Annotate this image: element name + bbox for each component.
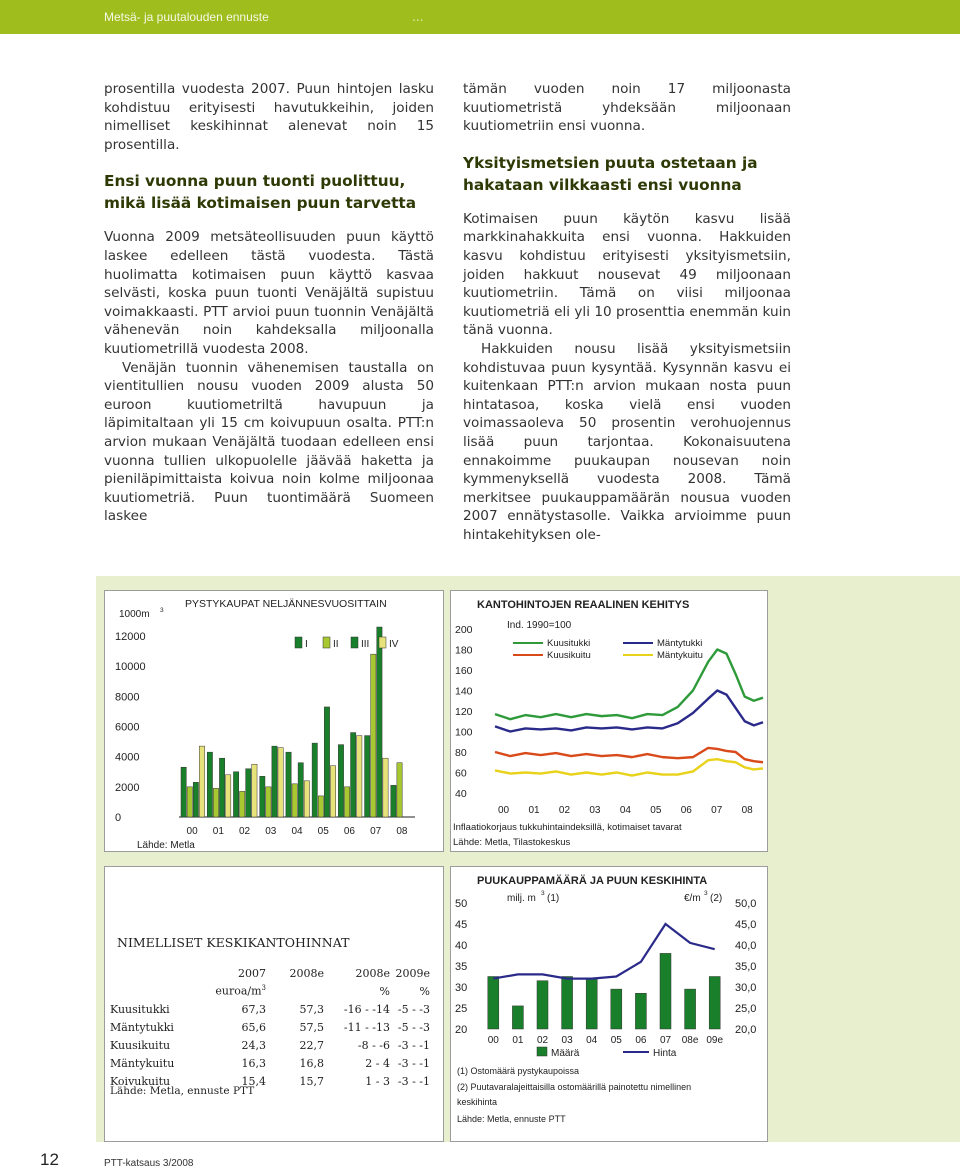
- y-tick-label: 80: [455, 747, 467, 759]
- x-tick-label: 07: [370, 826, 382, 837]
- table-cell: %: [379, 984, 390, 998]
- bar-maara-08e: [685, 989, 696, 1029]
- table-panel-keskikantohinnat: [104, 866, 444, 1142]
- legend-label: Kuusitukki: [547, 638, 591, 649]
- left-unit-sup: 3: [541, 890, 545, 897]
- table-header-row: [110, 982, 430, 1000]
- table-cell: 16,8: [299, 1056, 324, 1070]
- x-tick-label: 05: [610, 1035, 622, 1046]
- bar-maara-02: [537, 981, 548, 1029]
- right-unit-label: €/m: [684, 893, 701, 904]
- x-tick-label: 07: [659, 1035, 672, 1046]
- bar-iv-07: [383, 758, 388, 817]
- y-tick-label-left: 30: [455, 982, 468, 994]
- table-cell: %: [419, 984, 430, 998]
- bar-iv-04: [304, 781, 309, 817]
- x-tick-label: 03: [265, 826, 277, 837]
- right-unit-sup: 3: [704, 890, 708, 897]
- chart-title: PYSTYKAUPAT NELJÄNNESVUOSITTAIN: [185, 598, 387, 610]
- x-tick-label: 00: [487, 1035, 499, 1046]
- index-note: Ind. 1990=100: [507, 620, 572, 631]
- left-column: [104, 80, 434, 526]
- line-kuusitukki: [495, 650, 763, 720]
- chart-note-line: (2) Puutavaralajeittaisilla ostomäärillä painotettu nimellinen: [457, 1082, 692, 1092]
- bar-ii-02: [240, 791, 245, 817]
- x-tick-label: 04: [586, 1035, 598, 1046]
- table-cell: -5 - -3: [397, 1020, 430, 1034]
- legend-label: Kuusikuitu: [547, 650, 591, 661]
- bar-maara-09e: [709, 977, 720, 1030]
- paragraph: Kotimaisen puun käytön kasvu lisää markkinahakkuita ensi vuonna. Hakkuiden kasvu kohdistuu erityisesti yksityismetsiin, joiden hakkuut nousevat 49 miljoonaan kuutiometriin. Tämä on viisi miljoonaa kuutiometriä eli yli 10 prosenttia enemmän kuin tänä vuonna.: [463, 210, 791, 339]
- chart-note-line: keskihinta: [457, 1097, 498, 1107]
- bar-ii-04: [292, 784, 297, 817]
- chart-title: PUUKAUPPAMÄÄRÄ JA PUUN KESKIHINTA: [477, 875, 708, 887]
- y-tick-label: 120: [455, 706, 473, 718]
- legend-swatch: [323, 637, 330, 648]
- y-tick-label: 8000: [115, 691, 140, 704]
- legend-label: I: [305, 639, 308, 650]
- table-row: [110, 1018, 430, 1036]
- x-tick-label: 02: [558, 805, 571, 816]
- table-cell: -3 - -1: [397, 1074, 430, 1088]
- table-cell: 22,7: [299, 1038, 324, 1052]
- line-hinta: [493, 924, 714, 979]
- table-cell: 57,5: [299, 1020, 324, 1034]
- bar-ii-01: [213, 788, 218, 817]
- legend-label: Hinta: [653, 1048, 677, 1059]
- puukauppa-chart: [451, 867, 769, 1143]
- chart-title: KANTOHINTOJEN REAALINEN KEHITYS: [477, 599, 690, 611]
- y-tick-label: 10000: [115, 661, 146, 674]
- table-cell: [110, 982, 208, 1000]
- prices-table: [110, 964, 430, 1090]
- line-mäntykuitu: [495, 759, 763, 775]
- bar-iii-02: [246, 769, 251, 817]
- x-tick-label: 05: [650, 805, 662, 816]
- table-cell: 65,6: [241, 1020, 266, 1034]
- y-tick-label-left: 45: [455, 919, 468, 931]
- bar-iv-02: [252, 764, 257, 817]
- legend-label: III: [361, 639, 370, 650]
- y-tick-label: 6000: [115, 721, 140, 734]
- chart-note: (1) Ostomäärä pystykaupoissa: [457, 1066, 580, 1076]
- table-cell: -3 - -1: [397, 1056, 430, 1070]
- chart-note: [457, 1082, 691, 1107]
- paragraph: Vuonna 2009 metsäteollisuuden puun käyttö laskee edelleen tästä vuodesta. Tästä huolimatta kotimaisen puun käyttö kasvaa selvästi, koska puun tuonti Venäjältä supistuu voimakkaasti. PTT arvioi puun tuonnin Venäjältä vähenevän noin kahdeksalla miljoonalla kuutiometrillä vuodesta 2008.: [104, 229, 434, 357]
- x-tick-label: 02: [238, 826, 251, 837]
- y-axis-label-sup: 3: [160, 607, 164, 614]
- x-tick-label: 00: [498, 805, 510, 816]
- legend-swatch: [351, 637, 358, 648]
- legend-swatch: [537, 1047, 547, 1056]
- bar-i-07: [365, 736, 370, 817]
- publication-name: PTT-katsaus 3/2008: [104, 1158, 194, 1169]
- bar-maara-01: [512, 1006, 523, 1029]
- bar-iv-01: [226, 775, 231, 817]
- table-cell: -5 - -3: [397, 1002, 430, 1016]
- y-tick-label: 40: [455, 788, 467, 800]
- chart-note: Lähde: Metla, Tilastokeskus: [453, 837, 571, 848]
- bar-maara-05: [611, 989, 622, 1029]
- paragraph: Venäjän tuonnin vähenemisen taustalla on vientitullien nousu vuoden 2009 alusta 50 euroon kuutiometriltä havupuun ja läpimitaltaan yli 15 cm koivupuun osalta. PTT:n arvion mukaan Venäjältä tuodaan edelleen ensi vuonna tullien ulkopuolelle jäävää haketta ja pieniläpimittaista koivua noin kolme miljoonaa kuutiometriä. Puun tuontimäärä Suomeen laskee: [104, 359, 434, 525]
- bar-iii-01: [219, 758, 224, 817]
- x-tick-label: 08: [741, 805, 753, 816]
- chart-note: Inflaatiokorjaus tukkuhintaindeksillä, kotimaiset tavarat: [453, 822, 682, 833]
- table-cell: 15,4: [241, 1074, 266, 1088]
- y-tick-label: 2000: [115, 781, 140, 794]
- paragraph: tämän vuoden noin 17 miljoonasta kuutiometristä yhdeksään miljoonaan kuutiometriin ensi vuonna.: [463, 81, 791, 135]
- bar-i-05: [312, 743, 317, 817]
- y-tick-label: 180: [455, 644, 473, 657]
- section-title: Metsä- ja puutalouden ennuste: [104, 10, 269, 24]
- x-tick-label: 01: [528, 805, 540, 816]
- chart-source: Lähde: Metla, ennuste PTT: [457, 1114, 566, 1124]
- right-column: [463, 80, 791, 544]
- y-tick-label-right: 50,0: [735, 898, 757, 910]
- table-row: [110, 1036, 430, 1054]
- x-tick-label: 02: [536, 1035, 549, 1046]
- bar-i-00: [181, 767, 186, 817]
- table-row: [110, 1054, 430, 1072]
- y-tick-label-right: 30,0: [735, 982, 757, 994]
- table-cell: -8 - -6: [357, 1038, 390, 1052]
- chart-panel-puukauppa: [450, 866, 768, 1142]
- paragraph: prosentilla vuodesta 2007. Puun hintojen lasku kohdistuu erityisesti havutukkeihin, joiden nimelliset keskihinnat alenevat noin 15 prosentilla.: [104, 81, 434, 153]
- y-tick-label: 140: [455, 685, 473, 698]
- bar-iv-05: [330, 766, 335, 817]
- y-tick-label-left: 50: [455, 898, 468, 910]
- legend-swatch: [379, 637, 386, 648]
- table-cell: Koivukuitu: [110, 1074, 171, 1088]
- unit-superscript: 3: [261, 984, 266, 993]
- y-tick-label: 12000: [115, 631, 146, 644]
- y-tick-label: 0: [115, 812, 122, 824]
- bar-iv-06: [357, 736, 362, 817]
- table-cell: Kuusikuitu: [110, 1038, 171, 1052]
- legend-label: Mäntytukki: [657, 638, 703, 649]
- x-tick-label: 01: [212, 826, 224, 837]
- x-tick-label: 06: [343, 826, 356, 837]
- header-band: [0, 0, 960, 34]
- table-cell: 1 - 3: [365, 1074, 390, 1088]
- table-cell: 2008e: [355, 966, 390, 980]
- bar-maara-03: [562, 977, 573, 1030]
- table-row: [110, 1000, 430, 1018]
- bar-i-01: [207, 752, 212, 817]
- left-unit-note: (1): [547, 893, 560, 904]
- bar-i-08: [391, 785, 396, 817]
- y-tick-label: 100: [455, 726, 473, 739]
- table-cell: -16 - -14: [343, 1002, 390, 1016]
- table-cell: [266, 982, 324, 1000]
- section-heading: Yksityismetsien puuta ostetaan ja hakataan vilkkaasti ensi vuonna: [463, 153, 758, 194]
- x-tick-label: 06: [635, 1035, 647, 1046]
- table-cell: -3 - -1: [397, 1038, 430, 1052]
- legend-label: IV: [389, 639, 399, 650]
- y-tick-label-right: 20,0: [735, 1024, 757, 1036]
- y-tick-label-right: 35,0: [735, 961, 757, 973]
- y-tick-label: 60: [455, 767, 467, 780]
- y-tick-label-right: 45,0: [735, 919, 757, 931]
- y-tick-label: 160: [455, 665, 473, 677]
- bar-ii-03: [266, 787, 271, 817]
- left-unit-label: milj. m: [507, 893, 536, 904]
- chart-source: Lähde: Metla: [137, 840, 195, 851]
- x-tick-label: 09e: [706, 1035, 724, 1046]
- chart-panel-pystykaupat: [104, 590, 444, 852]
- legend-label: II: [333, 639, 339, 650]
- legend-swatch: [295, 637, 302, 648]
- y-tick-label-left: 25: [455, 1003, 468, 1015]
- table-cell: 16,3: [241, 1056, 266, 1070]
- table-source: Lähde: Metla, ennuste PTT: [110, 1085, 255, 1097]
- x-tick-label: 04: [619, 805, 631, 816]
- bar-iii-04: [298, 763, 303, 817]
- x-tick-label: 06: [680, 805, 692, 816]
- line-mäntytukki: [495, 691, 763, 732]
- table-cell: Mäntytukki: [110, 1020, 174, 1034]
- table-cell: 2009e: [395, 966, 430, 980]
- bar-iii-03: [272, 746, 277, 817]
- table-cell: 2007: [238, 966, 266, 980]
- table-cell: 24,3: [241, 1038, 266, 1052]
- bar-iii-07: [377, 627, 382, 817]
- table-cell: Kuusitukki: [110, 1002, 170, 1016]
- table-header-row: [110, 964, 430, 982]
- bar-ii-06: [344, 787, 349, 817]
- section-heading: Ensi vuonna puun tuonti puolittuu, mikä lisää kotimaisen puun tarvetta: [104, 172, 417, 213]
- y-tick-label-right: 25,0: [735, 1003, 757, 1015]
- y-axis-label: 1000m: [119, 609, 150, 620]
- y-tick-label-left: 20: [455, 1024, 468, 1036]
- table-cell: 2008e: [289, 966, 324, 980]
- y-tick-label-left: 35: [455, 961, 468, 973]
- bar-maara-04: [586, 979, 597, 1029]
- x-tick-label: 07: [711, 805, 723, 816]
- bar-i-04: [286, 752, 291, 817]
- table-cell: Mäntykuitu: [110, 1056, 175, 1070]
- page-number: 12: [40, 1150, 59, 1169]
- right-unit-note: (2): [710, 893, 723, 904]
- bar-iii-06: [351, 733, 356, 817]
- x-tick-label: 08e: [681, 1035, 699, 1046]
- bar-maara-00: [488, 977, 499, 1030]
- x-tick-label: 08: [396, 826, 408, 837]
- legend-label: Määrä: [551, 1048, 580, 1059]
- table-cell: [110, 964, 208, 982]
- y-tick-label-right: 40,0: [735, 940, 757, 952]
- bar-ii-00: [187, 787, 192, 817]
- table-cell: 57,3: [299, 1002, 324, 1016]
- legend-label: Mäntykuitu: [657, 650, 703, 661]
- x-tick-label: 05: [317, 826, 329, 837]
- header-dots: ...: [412, 10, 424, 24]
- y-tick-label: 200: [455, 624, 473, 636]
- y-tick-label-left: 40: [455, 940, 468, 952]
- table-cell: 15,7: [299, 1074, 324, 1088]
- table-cell: euroa/$m^3$: [215, 984, 266, 998]
- bar-iii-05: [324, 707, 329, 817]
- x-tick-label: 00: [186, 826, 198, 837]
- bar-iv-03: [278, 748, 283, 817]
- bar-ii-05: [318, 796, 323, 817]
- y-tick-label: 4000: [115, 751, 140, 764]
- x-tick-label: 04: [291, 826, 303, 837]
- kantohinnat-chart: [451, 591, 769, 853]
- paragraph: Hakkuiden nousu lisää yksityismetsiin kohdistuvaa puun kysyntää. Kysynnän kasvu ei kuitenkaan PTT:n arvion mukaan nosta puun hintatasoa, koska vielä ensi vuoden voimassaoleva 50 prosentin verohuojennus lisää puun tarjontaa. Kokonaisuutena ennakoimme puukaupan nousevan noin kymmenyksellä vuodesta 2008. Tämä merkitsee puukauppamäärän nousua vuoden 2007 ennätystasolle. Vaikka arvioimme puun hintakehityksen ole-: [463, 340, 791, 543]
- chart-panel-kantohinnat: [450, 590, 768, 852]
- x-tick-label: 01: [512, 1035, 524, 1046]
- table-cell: -11 - -13: [343, 1020, 390, 1034]
- bar-iii-00: [193, 782, 198, 817]
- bar-i-06: [338, 745, 343, 817]
- x-tick-label: 03: [561, 1035, 573, 1046]
- table-cell: 67,3: [241, 1002, 266, 1016]
- pystykaupat-chart: [105, 591, 445, 853]
- bar-maara-07: [660, 953, 671, 1029]
- bar-i-02: [233, 772, 238, 817]
- table-title: NIMELLISET KESKIKANTOHINNAT: [117, 935, 350, 950]
- bar-iv-00: [199, 746, 204, 817]
- table-cell: 2 - 4: [365, 1056, 390, 1070]
- bar-maara-06: [635, 993, 646, 1029]
- bar-ii-07: [371, 654, 376, 817]
- bar-ii-08: [397, 763, 402, 817]
- bar-i-03: [260, 776, 265, 817]
- x-tick-label: 03: [589, 805, 601, 816]
